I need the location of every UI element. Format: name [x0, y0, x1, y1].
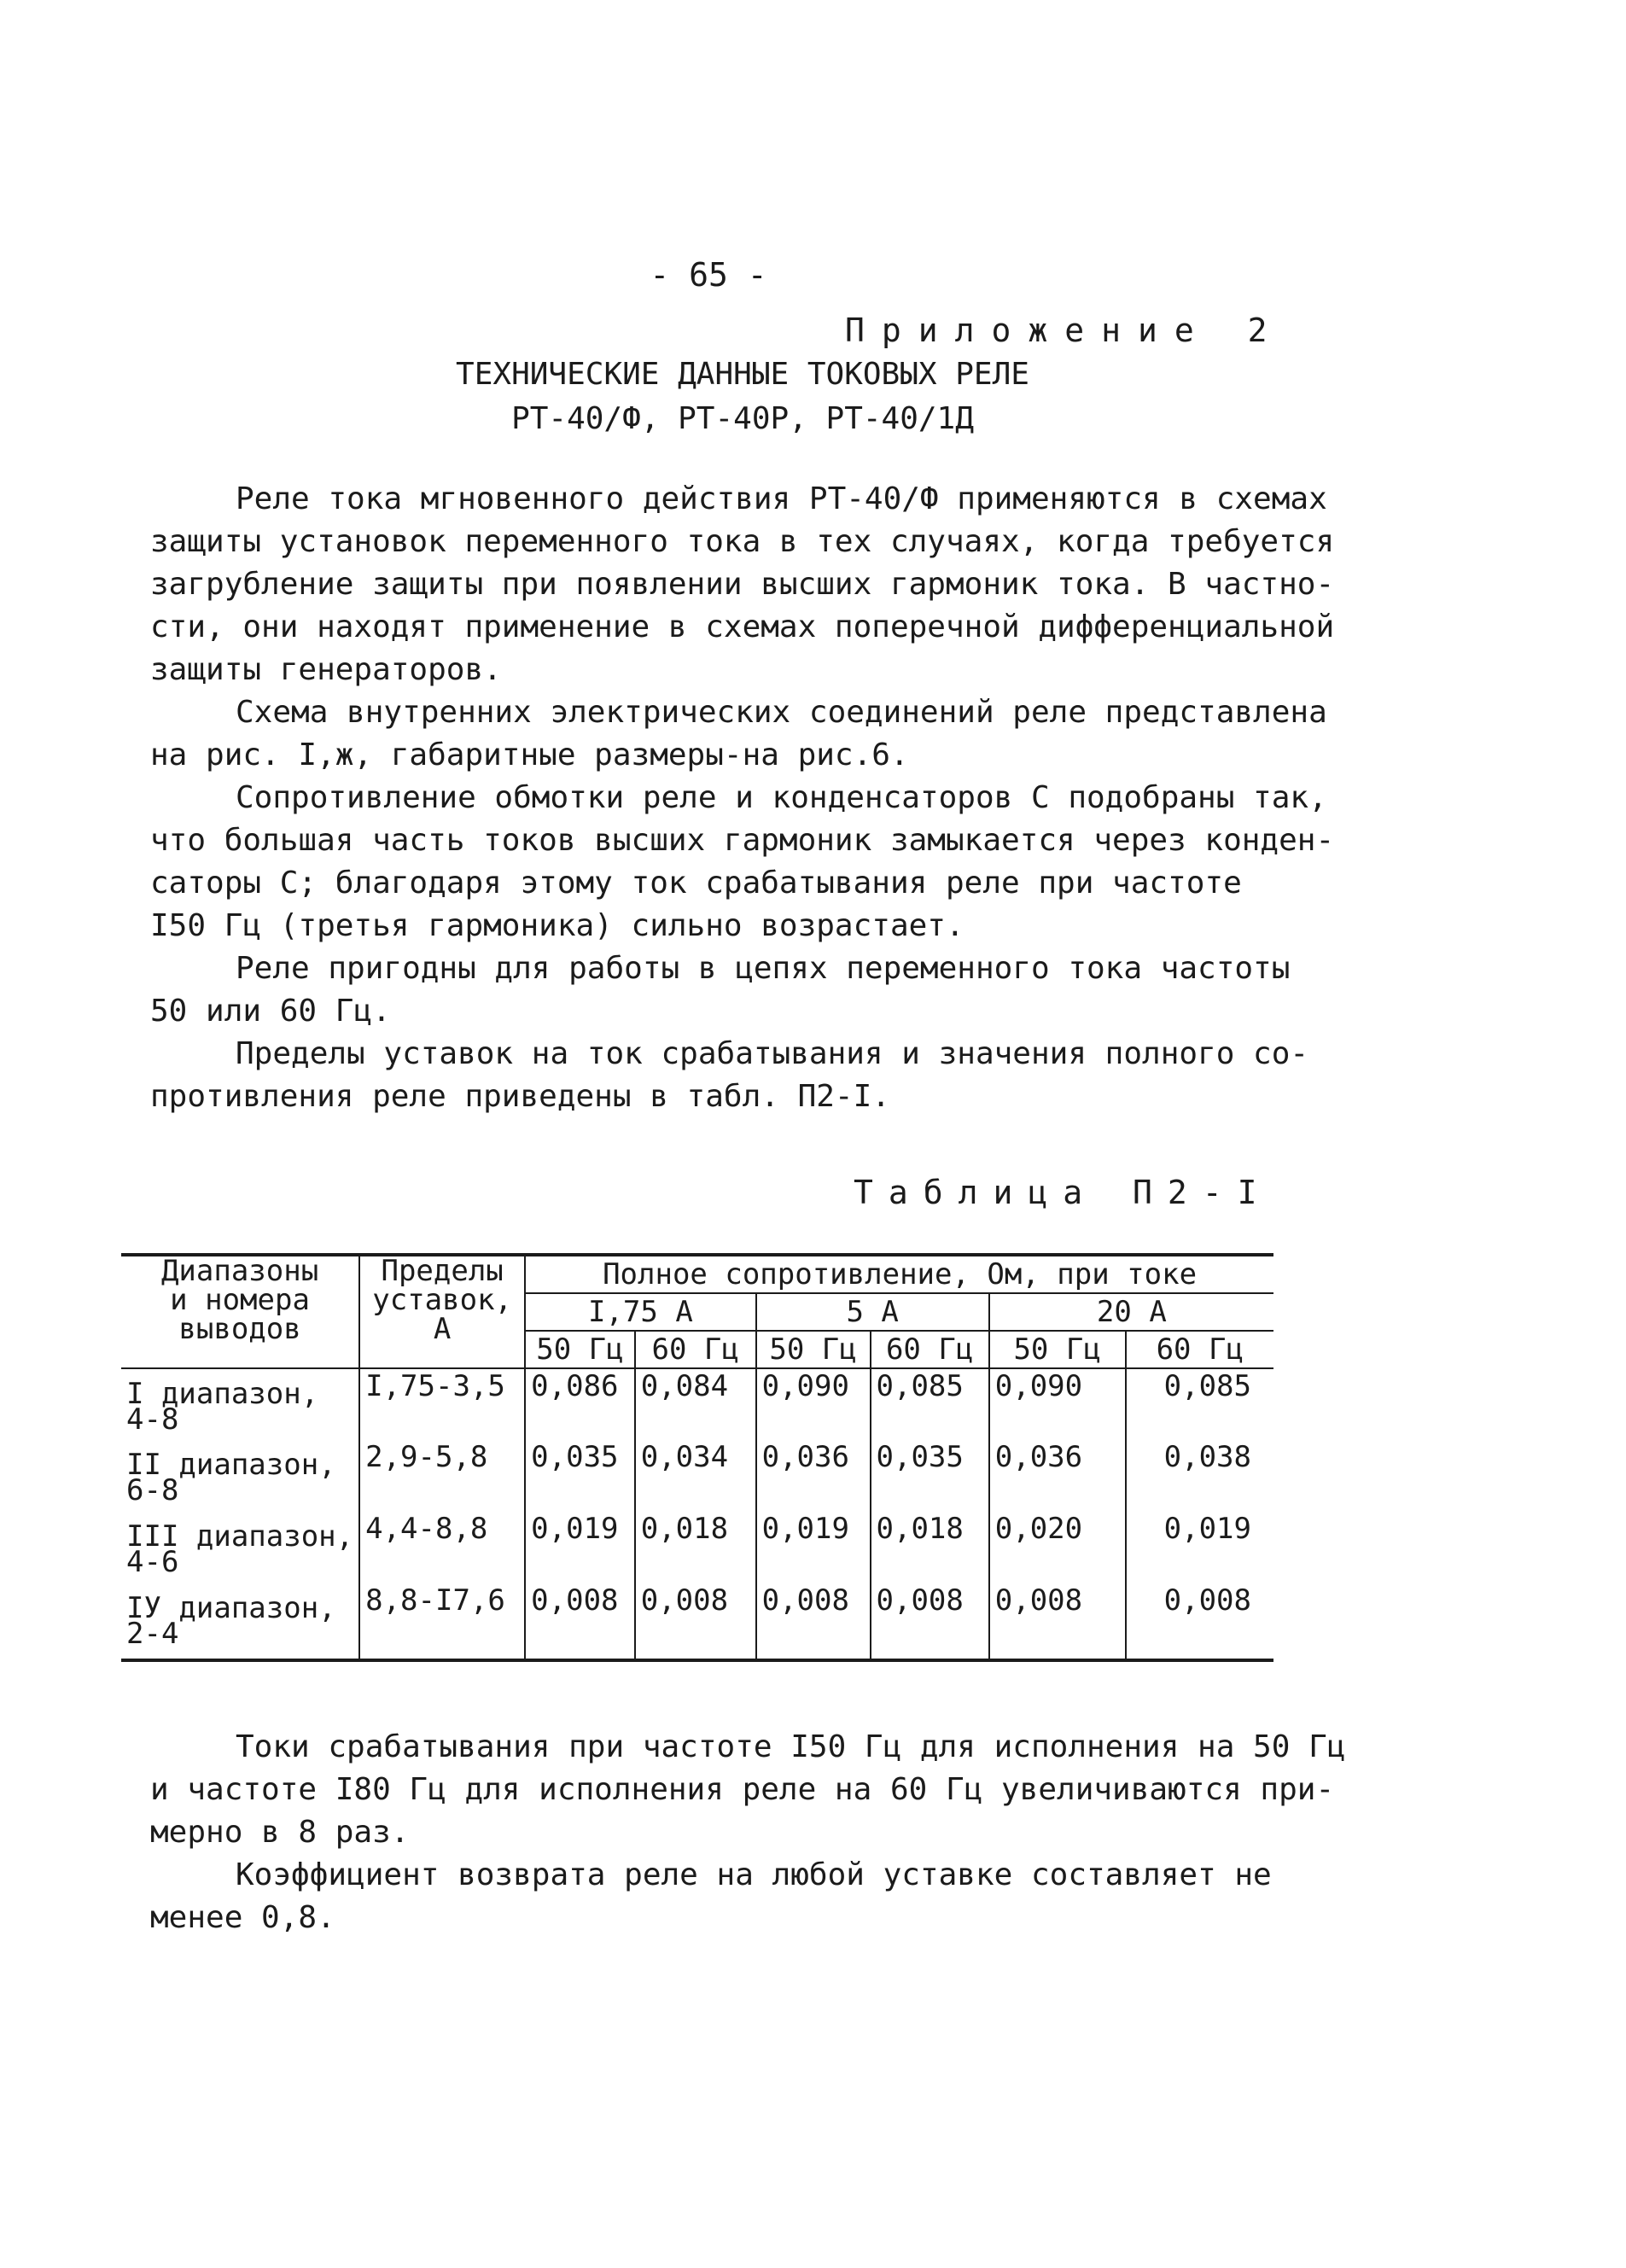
- value-cell: 0,008: [871, 1583, 989, 1660]
- paragraph-line: защиты генераторов.: [150, 652, 502, 687]
- header-limits: [359, 1255, 525, 1368]
- value-cell: 0,019: [756, 1512, 871, 1583]
- range-cell: [121, 1440, 359, 1512]
- header-current-5: 5 А: [756, 1293, 989, 1331]
- paragraph-line: Пределы уставок на ток срабатывания и значения полного со-: [236, 1036, 1309, 1071]
- value-cell: 0,090: [989, 1368, 1126, 1440]
- table-header-row: [121, 1255, 1273, 1293]
- paragraph-line: сти, они находят применение в схемах поперечной дифференциальной: [150, 609, 1335, 644]
- header-freq: 60 Гц: [871, 1331, 989, 1368]
- value-cell: 0,036: [989, 1440, 1126, 1512]
- header-limits-line: А: [433, 1312, 452, 1346]
- page-number: - 65 -: [650, 256, 767, 294]
- value-cell: 0,019: [1126, 1512, 1273, 1583]
- paragraph-line: противления реле приведены в табл. П2-I.: [150, 1079, 890, 1114]
- header-ranges-line: выводов: [178, 1312, 301, 1346]
- value-cell: 0,008: [525, 1583, 635, 1660]
- range-cell: [121, 1512, 359, 1583]
- value-cell: 0,008: [989, 1583, 1126, 1660]
- paragraph-line: менее 0,8.: [150, 1900, 335, 1935]
- value-cell: 0,086: [525, 1368, 635, 1440]
- impedance-table: [121, 1253, 1273, 1662]
- limits-cell: I,75-3,5: [359, 1368, 525, 1440]
- header-freq: 50 Гц: [756, 1331, 871, 1368]
- value-cell: 0,036: [756, 1440, 871, 1512]
- range-name: II диапазон,: [126, 1448, 336, 1482]
- header-current-1-75: I,75 А: [525, 1293, 755, 1331]
- paragraph-line: на рис. I,ж, габаритные размеры-на рис.6.: [150, 738, 909, 773]
- value-cell: 0,035: [871, 1440, 989, 1512]
- body-text-bottom: [150, 1726, 1346, 1939]
- header-ranges: [121, 1255, 359, 1368]
- value-cell: 0,084: [635, 1368, 756, 1440]
- table-row: [121, 1440, 1273, 1512]
- paragraph-line: 50 или 60 Гц.: [150, 994, 391, 1029]
- paragraph-line: что большая часть токов высших гармоник замыкается через конден-: [150, 823, 1335, 858]
- value-cell: 0,008: [756, 1583, 871, 1660]
- paragraph-line: защиты установок переменного тока в тех случаях, когда требуется: [150, 524, 1335, 559]
- value-cell: 0,038: [1126, 1440, 1273, 1512]
- header-freq: 60 Гц: [1126, 1331, 1273, 1368]
- value-cell: 0,018: [635, 1512, 756, 1583]
- range-name: I диапазон,: [126, 1377, 319, 1411]
- header-impedance: Полное сопротивление, Ом, при токе: [525, 1255, 1273, 1293]
- table-row: [121, 1512, 1273, 1583]
- range-name: IУ диапазон,: [126, 1591, 336, 1625]
- value-cell: 0,019: [525, 1512, 635, 1583]
- table-label: Таблица П2-I: [854, 1174, 1273, 1211]
- range-terminals: 6-8: [126, 1473, 179, 1507]
- value-cell: 0,034: [635, 1440, 756, 1512]
- range-terminals: 4-8: [126, 1402, 179, 1437]
- paragraph-line: мерно в 8 раз.: [150, 1815, 410, 1850]
- value-cell: 0,085: [871, 1368, 989, 1440]
- paragraph-line: Реле пригодны для работы в цепях переменного тока частоты: [236, 951, 1291, 986]
- header-ranges-line: Диапазоны: [160, 1254, 319, 1288]
- paragraph-line: Схема внутренних электрических соединений реле представлена: [236, 695, 1327, 730]
- limits-cell: 8,8-I7,6: [359, 1583, 525, 1660]
- header-freq: 50 Гц: [989, 1331, 1126, 1368]
- document-title: ТЕХНИЧЕСКИЕ ДАННЫЕ ТОКОВЫХ РЕЛЕ: [456, 357, 1029, 392]
- value-cell: 0,018: [871, 1512, 989, 1583]
- header-freq: 60 Гц: [635, 1331, 756, 1368]
- value-cell: 0,035: [525, 1440, 635, 1512]
- header-ranges-line: и номера: [170, 1283, 310, 1317]
- value-cell: 0,085: [1126, 1368, 1273, 1440]
- paragraph-line: Коэффициент возврата реле на любой уставке составляет не: [236, 1857, 1272, 1892]
- range-terminals: 4-6: [126, 1545, 179, 1579]
- paragraph-line: загрубление защиты при появлении высших гармоник тока. В частно-: [150, 567, 1335, 602]
- header-current-20: 20 А: [989, 1293, 1273, 1331]
- table-row: [121, 1583, 1273, 1660]
- value-cell: 0,020: [989, 1512, 1126, 1583]
- paragraph-line: I50 Гц (третья гармоника) сильно возрастает.: [150, 908, 965, 943]
- value-cell: 0,090: [756, 1368, 871, 1440]
- paragraph-line: Токи срабатывания при частоте I50 Гц для исполнения на 50 Гц: [236, 1729, 1346, 1764]
- table-row: [121, 1368, 1273, 1440]
- document-subtitle: РТ-40/Ф, РТ-40Р, РТ-40/1Д: [511, 401, 974, 436]
- appendix-label: Приложение 2: [845, 312, 1285, 349]
- paragraph-line: саторы С; благодаря этому ток срабатывания реле при частоте: [150, 866, 1242, 901]
- paragraph-line: Реле тока мгновенного действия РТ-40/Ф применяются в схемах: [236, 481, 1327, 516]
- header-freq: 50 Гц: [525, 1331, 635, 1368]
- range-terminals: 2-4: [126, 1617, 179, 1651]
- body-text-top: [150, 478, 1335, 1118]
- range-cell: [121, 1368, 359, 1440]
- limits-cell: 2,9-5,8: [359, 1440, 525, 1512]
- paragraph-line: Сопротивление обмотки реле и конденсаторов С подобраны так,: [236, 780, 1327, 815]
- range-name: III диапазон,: [126, 1519, 354, 1554]
- value-cell: 0,008: [1126, 1583, 1273, 1660]
- range-cell: [121, 1583, 359, 1660]
- header-limits-line: Пределы: [381, 1254, 504, 1288]
- header-limits-line: уставок,: [372, 1283, 513, 1317]
- limits-cell: 4,4-8,8: [359, 1512, 525, 1583]
- paragraph-line: и частоте I80 Гц для исполнения реле на 60 Гц увеличиваются при-: [150, 1772, 1335, 1807]
- value-cell: 0,008: [635, 1583, 756, 1660]
